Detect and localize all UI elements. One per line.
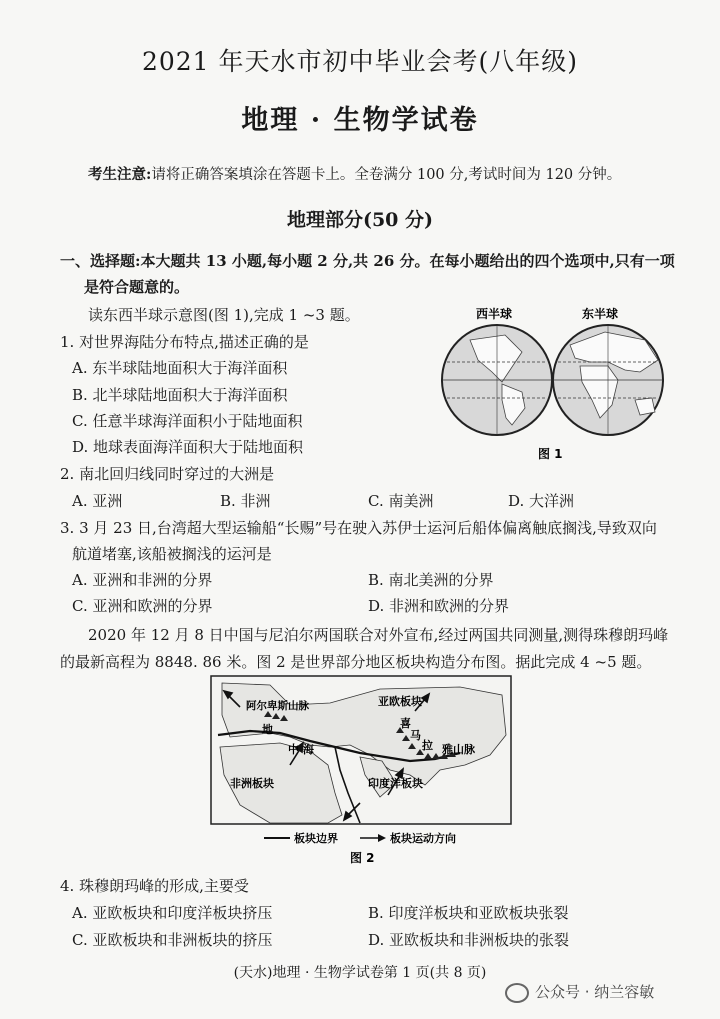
q2-stem: 2. 南北回归线同时穿过的大洲是 [60, 465, 275, 483]
mediterranean-label-di: 地 [262, 723, 273, 736]
q4-option-b: B. 印度洋板块和亚欧板块张裂 [368, 904, 569, 922]
passage2-line2: 的最新高程为 8848. 86 米。图 2 是世界部分地区板块构造分布图。据此完成 4 ~5 题。 [60, 653, 652, 671]
east-hemisphere-label: 东半球 [582, 307, 619, 321]
legend-motion-label: 板块运动方向 [390, 832, 456, 845]
q3-option-b: B. 南北美洲的分界 [368, 571, 494, 589]
legend-arrow-head [378, 834, 386, 842]
q3-stem-line1: 3. 3 月 23 日,台湾超大型运输船“长赐”号在驶入苏伊士运河后船体偏离触底搁浅,导致双向 [60, 519, 657, 537]
q1-stem: 1. 对世界海陆分布特点,描述正确的是 [60, 333, 309, 351]
legend-boundary-label: 板块边界 [294, 832, 338, 845]
himalaya-label-xi: 喜 [400, 717, 411, 730]
candidate-notice [88, 163, 621, 184]
q1-option-b: B. 北半球陆地面积大于海洋面积 [72, 386, 288, 404]
exam-title: 2021 年天水市初中毕业会考(八年级) [141, 47, 579, 76]
q4-option-a: A. 亚欧板块和印度洋板块挤压 [72, 904, 273, 922]
part1-heading-line1: 一、选择题:本大题共 13 小题,每小题 2 分,共 26 分。在每小题给出的四个选项中,只有一项 [60, 252, 675, 270]
himalaya-label-la: 拉 [422, 739, 433, 752]
watermark-text: 公众号 · 纳兰容敏 [535, 983, 655, 1001]
west-hemisphere-globe [442, 325, 552, 435]
exam-subtitle: 地理 · 生物学试卷 [241, 105, 479, 136]
watermark [505, 981, 654, 1003]
east-hemisphere-globe [553, 325, 663, 435]
q4-stem: 4. 珠穆朗玛峰的形成,主要受 [60, 877, 249, 895]
q3-option-a: A. 亚洲和非洲的分界 [72, 571, 213, 589]
q3-option-c: C. 亚洲和欧洲的分界 [72, 597, 213, 615]
mediterranean-label-zhonghai: 中 海 [288, 743, 314, 756]
q4-option-c: C. 亚欧板块和非洲板块的挤压 [72, 931, 273, 949]
himalaya-label-ma: 马 [410, 729, 421, 742]
q2-option-a: A. 亚洲 [72, 492, 123, 510]
figure2-plate-map [210, 675, 520, 870]
west-hemisphere-label: 西半球 [476, 307, 513, 321]
q3-option-d: D. 非洲和欧洲的分界 [368, 597, 510, 615]
q4-option-d: D. 亚欧板块和非洲板块的张裂 [368, 931, 570, 949]
eurasian-plate-label: 亚欧板块 [378, 695, 422, 708]
part1-intro: 读东西半球示意图(图 1),完成 1 ~3 题。 [88, 306, 360, 324]
indian-plate-label: 印度洋板块 [368, 777, 423, 790]
q2-option-b: B. 非洲 [220, 492, 271, 510]
page-footer: (天水)地理 · 生物学试卷第 1 页(共 8 页) [233, 965, 487, 981]
wechat-icon [505, 983, 529, 1003]
section-title: 地理部分(50 分) [286, 209, 434, 231]
part1-heading-line2: 是符合题意的。 [84, 278, 190, 296]
q1-option-c: C. 任意半球海洋面积小于陆地面积 [72, 412, 303, 430]
notice-text: 请将正确答案填涂在答题卡上。全卷满分 100 分,考试时间为 120 分钟。 [151, 167, 622, 183]
q1-option-a: A. 东半球陆地面积大于海洋面积 [72, 359, 288, 377]
q2-option-d: D. 大洋洲 [508, 492, 575, 510]
alps-label: 阿尔卑斯山脉 [246, 700, 309, 712]
african-plate-label: 非洲板块 [230, 777, 274, 790]
passage2-line1: 2020 年 12 月 8 日中国与尼泊尔两国联合对外宣布,经过两国共同测量,测得珠穆朗玛峰 [88, 626, 669, 644]
figure2-caption: 图 2 [350, 851, 375, 865]
himalaya-label-yashanmai: 雅山脉 [442, 743, 475, 756]
figure1-caption: 图 1 [538, 447, 563, 461]
q1-option-d: D. 地球表面海洋面积大于陆地面积 [72, 438, 304, 456]
notice-label: 考生注意: [88, 166, 152, 183]
q2-option-c: C. 南美洲 [368, 492, 434, 510]
q3-stem-line2: 航道堵塞,该船被搁浅的运河是 [72, 545, 272, 563]
figure1-hemispheres [430, 300, 680, 465]
